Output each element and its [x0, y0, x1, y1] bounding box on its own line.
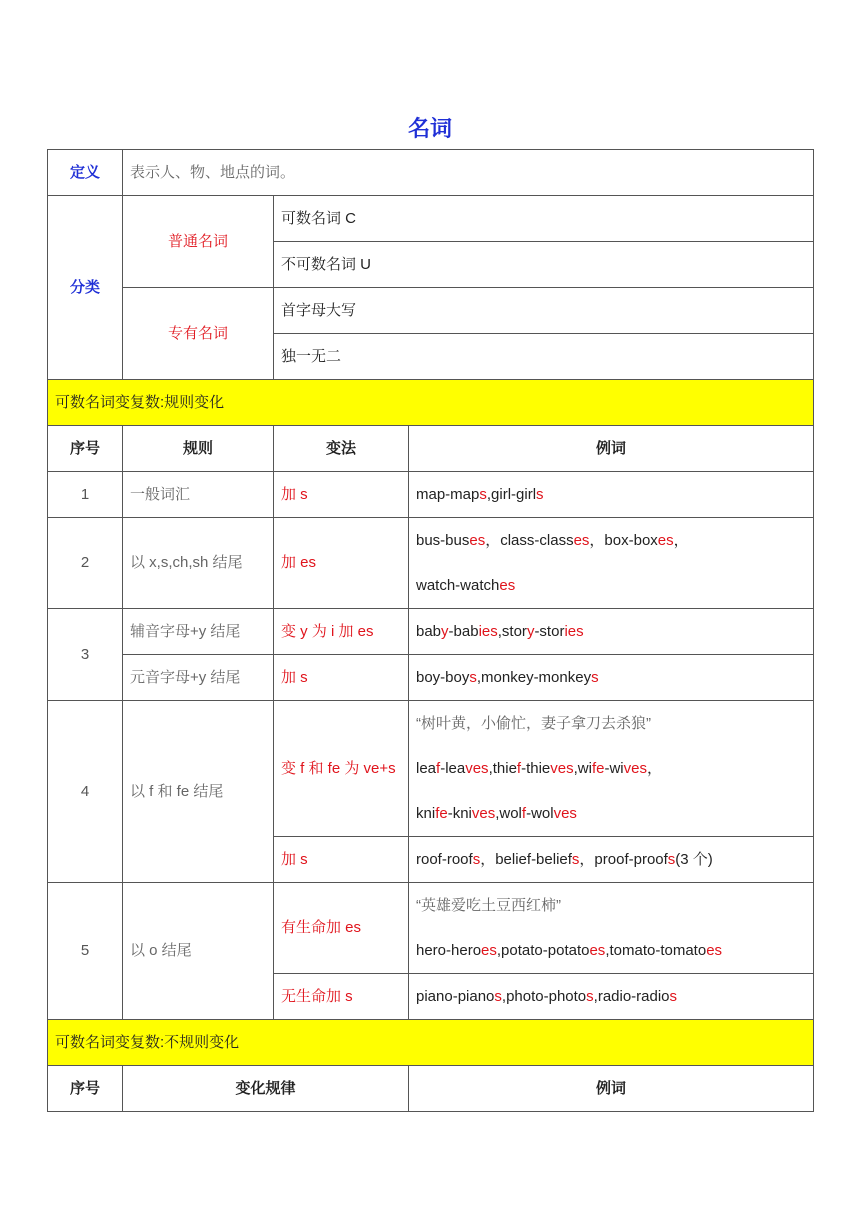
rule-row-3b	[48, 655, 814, 701]
header-method: 变法	[274, 426, 409, 472]
rule-text: 以 x,s,ch,sh 结尾	[123, 518, 274, 609]
rule-row-3a	[48, 609, 814, 655]
rule-number: 3	[48, 609, 123, 701]
rule-text: 元音字母+y 结尾	[123, 655, 274, 701]
method-text: 变 y 为 i 加 es	[274, 609, 409, 655]
header-row	[48, 426, 814, 472]
classification-row	[48, 288, 814, 334]
regular-section-heading: 可数名词变复数:规则变化	[48, 380, 814, 426]
method-text: 加 es	[274, 518, 409, 609]
irregular-section-heading: 可数名词变复数:不规则变化	[48, 1020, 814, 1066]
example-words: boy-boys,monkey-monkeys	[409, 655, 814, 701]
page-title: 名词	[407, 116, 452, 141]
definition-row	[48, 150, 814, 196]
common-noun-item: 可数名词 C	[274, 196, 814, 242]
example-words: roof-roofs，belief-beliefs，proof-proofs(3 个)	[409, 837, 814, 883]
rule-row-2	[48, 518, 814, 609]
rule-text: 一般词汇	[123, 472, 274, 518]
method-text: 加 s	[274, 472, 409, 518]
section-heading-row	[48, 1020, 814, 1066]
example-words: “树叶黄，小偷忙，妻子拿刀去杀狼” leaf-leaves,thief-thieves,wife-wives， knife-knives,wolf-wolves	[409, 701, 814, 837]
definition-label: 定义	[48, 150, 123, 196]
rule-number: 5	[48, 883, 123, 1020]
example-words: bus-buses，class-classes，box-boxes， watch-watches	[409, 518, 814, 609]
rule-row-5a	[48, 883, 814, 974]
rule-text: 辅音字母+y 结尾	[123, 609, 274, 655]
rule-row-4a	[48, 701, 814, 837]
rule-number: 2	[48, 518, 123, 609]
example-words: map-maps,girl-girls	[409, 472, 814, 518]
header-rule: 规则	[123, 426, 274, 472]
rule-text: 以 o 结尾	[123, 883, 274, 1020]
irregular-header-row	[48, 1066, 814, 1112]
header-example: 例词	[409, 426, 814, 472]
proper-noun-item: 独一无二	[274, 334, 814, 380]
example-words: “英雄爱吃土豆西红柿” hero-heroes,potato-potatoes,tomato-tomatoes	[409, 883, 814, 974]
classification-label: 分类	[48, 196, 123, 380]
rule-text: 以 f 和 fe 结尾	[123, 701, 274, 883]
method-text: 无生命加 s	[274, 974, 409, 1020]
definition-text: 表示人、物、地点的词。	[123, 150, 814, 196]
count-note: (3 个)	[675, 850, 713, 868]
noun-table	[47, 149, 814, 1112]
header-change-rule: 变化规律	[123, 1066, 409, 1112]
header-example: 例词	[409, 1066, 814, 1112]
section-heading-row	[48, 380, 814, 426]
example-words: baby-babies,story-stories	[409, 609, 814, 655]
method-text: 变 f 和 fe 为 ve+s	[274, 701, 409, 837]
rule-row-1	[48, 472, 814, 518]
rhyme-text: “树叶黄，小偷忙，妻子拿刀去杀狼”	[416, 715, 651, 732]
method-text: 有生命加 es	[274, 883, 409, 974]
rule-number: 4	[48, 701, 123, 883]
common-noun-label: 普通名词	[123, 196, 274, 288]
rule-number: 1	[48, 472, 123, 518]
proper-noun-item: 首字母大写	[274, 288, 814, 334]
header-no: 序号	[48, 1066, 123, 1112]
example-words: piano-pianos,photo-photos,radio-radios	[409, 974, 814, 1020]
method-text: 加 s	[274, 837, 409, 883]
proper-noun-label: 专有名词	[123, 288, 274, 380]
common-noun-item: 不可数名词 U	[274, 242, 814, 288]
rhyme-text: “英雄爱吃土豆西红柿”	[416, 897, 561, 914]
method-text: 加 s	[274, 655, 409, 701]
header-no: 序号	[48, 426, 123, 472]
classification-row	[48, 196, 814, 242]
